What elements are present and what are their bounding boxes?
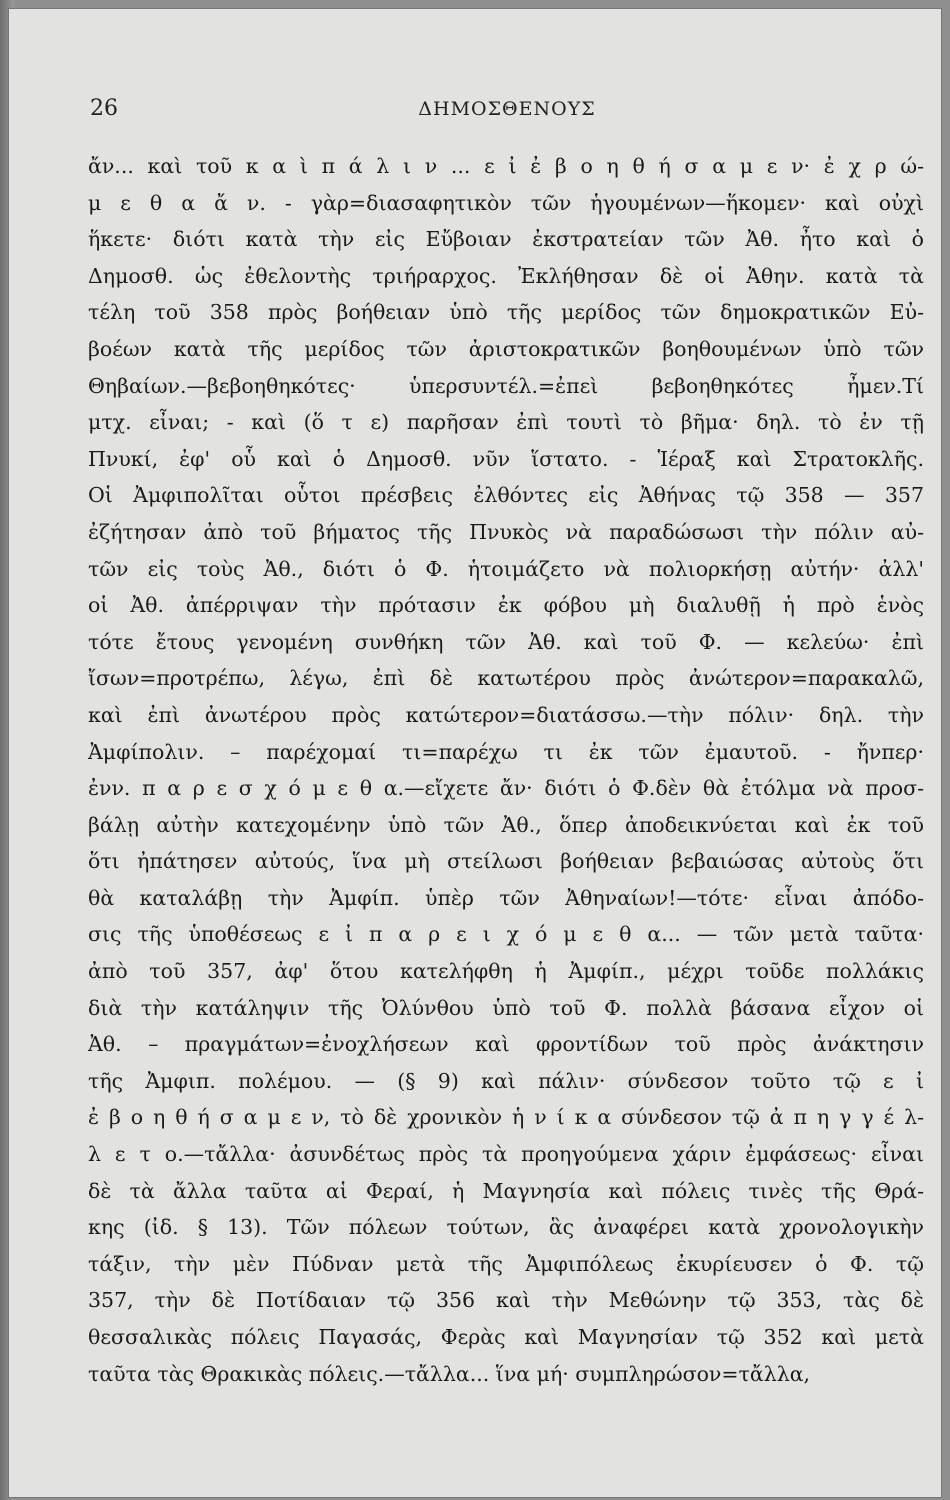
text-line: 357, τὴν δὲ Ποτίδαιαν τῷ 356 καὶ τὴν Μεθώνην τῷ 353, τὰς δὲ [88,1288,924,1313]
text-line: καὶ ἐπὶ ἀνωτέρου πρὸς κατώτερον=διατάσσω.—τὴν πόλιν· δηλ. τὴν [88,702,924,727]
text-line: Δημοσθ. ὡς ἐθελοντὴς τριήραρχος. Ἐκλήθησαν δὲ οἱ Ἀθην. κατὰ τὰ [88,263,924,288]
text-line: θὰ καταλάβῃ τὴν Ἀμφίπ. ὑπὲρ τῶν Ἀθηναίων!—τότε· εἶναι ἀπόδο- [88,885,924,910]
text-line: ἐνν. π α ρ ε σ χ ό μ ε θ α.—εἴχετε ἄν· διότι ὁ Φ.δὲν θὰ ἐτόλμα νὰ προσ- [88,776,924,801]
commentary-text [88,148,924,1392]
text-line: βοέων κατὰ τῆς μερίδος τῶν ἀριστοκρατικῶν βοηθουμένων ὑπὸ τῶν [88,336,924,361]
text-line: ἀπὸ τοῦ 357, ἀφ' ὅτου κατελήφθη ἡ Ἀμφίπ., μέχρι τοῦδε πολλάκις [88,959,924,984]
page-number: 26 [90,96,118,121]
text-line: μ ε θ α ἄ ν. - γὰρ=διασαφητικὸν τῶν ἡγουμένων—ἥκομεν· καὶ οὐχὶ [88,190,924,215]
text-line: τάξιν, τὴν μὲν Πύδναν μετὰ τῆς Ἀμφιπόλεως ἐκυρίευσεν ὁ Φ. τῷ [88,1251,924,1276]
text-line: ἐ β ο η θ ή σ α μ ε ν, τὸ δὲ χρονικὸν ἡ ν ί κ α σύνδεσον τῷ ἀ π η γ γ έ λ- [88,1105,924,1130]
text-line: τῆς Ἀμφιπ. πολέμου. — (§ 9) καὶ πάλιν· σύνδεσον τοῦτο τῷ ε ἰ [88,1068,924,1093]
text-line: τότε ἔτους γενομένη συνθήκη τῶν Ἀθ. καὶ τοῦ Φ. — κελεύω· ἐπὶ [88,629,924,654]
text-line: ἄν... καὶ τοῦ κ α ὶ π ά λ ι ν ... ε ἰ ἐ β ο η θ ή σ α μ ε ν· ἐ χ ρ ώ- [88,154,924,178]
text-line: τῶν εἰς τοὺς Ἀθ., διότι ὁ Φ. ἡτοιμάζετο νὰ πολιορκήσῃ αὐτήν· ἀλλ' [88,556,924,581]
text-line: μτχ. εἶναι; - καὶ (ὅ τ ε) παρῆσαν ἐπὶ τουτὶ τὸ βῆμα· δηλ. τὸ ἐν τῇ [88,410,924,435]
text-line: δὲ τὰ ἄλλα ταῦτα αἱ Φεραί, ἡ Μαγνησία καὶ πόλεις τινὲς τῆς Θρά- [88,1178,924,1203]
text-line: λ ε τ ο.—τἄλλα· ἀσυνδέτως πρὸς τὰ προηγούμενα χάριν ἐμφάσεως· εἶναι [88,1142,924,1167]
running-title: ΔΗΜΟΣΘΕΝΟΥΣ [418,98,596,120]
text-line: ἥκετε· διότι κατὰ τὴν εἰς Εὔβοιαν ἐκστρατείαν τῶν Ἀθ. ἦτο καὶ ὁ [88,227,924,252]
text-line: βάλῃ αὐτὴν κατεχομένην ὑπὸ τῶν Ἀθ., ὅπερ ἀποδεικνύεται καὶ ἐκ τοῦ [88,812,924,837]
text-line: οἱ Ἀθ. ἀπέρριψαν τὴν πρότασιν ἐκ φόβου μὴ διαλυθῇ ἡ πρὸ ἑνὸς [88,593,924,618]
text-line: ἴσων=προτρέπω, λέγω, ἐπὶ δὲ κατωτέρου πρὸς ἀνώτερον=παρακαλῶ, [88,666,924,691]
text-line: διὰ τὴν κατάληψιν τῆς Ὀλύνθου ὑπὸ τοῦ Φ. πολλὰ βάσανα εἶχον οἱ [88,995,924,1020]
text-line: σις τῆς ὑποθέσεως ε ἰ π α ρ ε ι χ ό μ ε θ α... — τῶν μετὰ ταῦτα· [88,922,924,947]
text-line: Πνυκί, ἐφ' οὗ καὶ ὁ Δημοσθ. νῦν ἵστατο. - Ἱέραξ καὶ Στρατοκλῆς. [88,446,924,471]
text-line: τέλη τοῦ 358 πρὸς βοήθειαν ὑπὸ τῆς μερίδος τῶν δημοκρατικῶν Εὐ- [88,300,924,325]
text-line: Θηβαίων.—βεβοηθηκότες· ὑπερσυντέλ.=ἐπεὶ βεβοηθηκότες ἦμεν.Τί [88,373,924,398]
text-line: ἐζήτησαν ἀπὸ τοῦ βήματος τῆς Πνυκὸς νὰ παραδώσωσι τὴν πόλιν αὐ- [88,519,924,544]
text-line: κης (ἰδ. § 13). Τῶν πόλεων τούτων, ἃς ἀναφέρει κατὰ χρονολογικὴν [88,1215,924,1240]
text-line: ταῦτα τὰς Θρακικὰς πόλεις.—τἄλλα... ἵνα μή· συμπληρώσον=τἄλλα, [88,1361,811,1386]
text-line: θεσσαλικὰς πόλεις Παγασάς, Φερὰς καὶ Μαγνησίαν τῷ 352 καὶ μετὰ [88,1325,924,1349]
text-line: Ἀθ. – πραγμάτων=ἐνοχλήσεων καὶ φροντίδων τοῦ πρὸς ἀνάκτησιν [88,1032,924,1057]
text-line: ὅτι ἠπάτησεν αὐτούς, ἵνα μὴ στείλωσι βοήθειαν βεβαιώσας αὐτοὺς ὅτι [88,849,924,874]
text-line: Ἀμφίπολιν. – παρέχομαί τι=παρέχω τι ἐκ τῶν ἐμαυτοῦ. - ἤνπερ· [88,739,924,764]
page-header [90,96,924,126]
text-line: Οἱ Ἀμφιπολῖται οὗτοι πρέσβεις ἐλθόντες εἰς Ἀθήνας τῷ 358 — 357 [88,483,924,508]
